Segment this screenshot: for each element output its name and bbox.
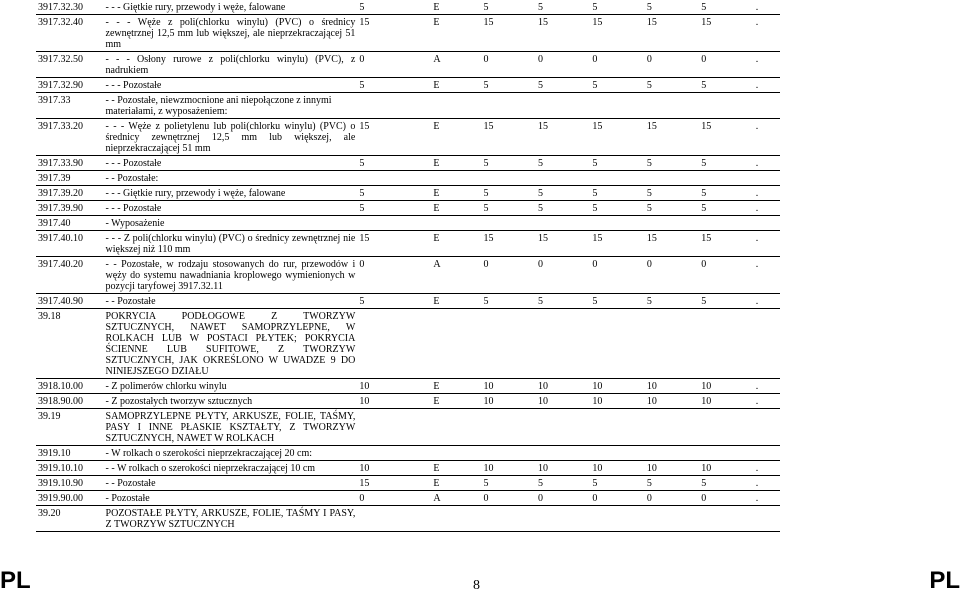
rate-terminator-cell: .: [754, 78, 780, 93]
table-row: [36, 506, 780, 532]
tariff-code-cell: 3917.39.90: [36, 201, 104, 216]
tariff-code-cell: 3919.10.90: [36, 476, 104, 491]
base-rate-cell: [357, 171, 431, 186]
table-row: [36, 119, 780, 156]
table-row: [36, 491, 780, 506]
base-rate-cell: [357, 309, 431, 379]
rate-year-3-cell: 10: [590, 379, 644, 394]
rate-year-5-cell: 10: [699, 394, 753, 409]
staging-category-cell: [431, 409, 481, 446]
rate-year-3-cell: [590, 171, 644, 186]
rate-year-4-cell: [645, 93, 699, 119]
rate-year-5-cell: 15: [699, 119, 753, 156]
rate-year-4-cell: [645, 171, 699, 186]
tariff-code-cell: 3917.33.20: [36, 119, 104, 156]
rate-year-2-cell: 0: [536, 491, 590, 506]
rate-year-2-cell: 10: [536, 461, 590, 476]
rate-terminator-cell: .: [754, 119, 780, 156]
rate-year-1-cell: [481, 171, 535, 186]
rate-year-2-cell: 5: [536, 201, 590, 216]
table-row: [36, 156, 780, 171]
rate-year-5-cell: 5: [699, 201, 753, 216]
rate-year-2-cell: 5: [536, 186, 590, 201]
staging-category-cell: A: [431, 52, 481, 78]
base-rate-cell: 5: [357, 156, 431, 171]
rate-year-1-cell: 10: [481, 461, 535, 476]
table-row: [36, 257, 780, 294]
rate-year-3-cell: 10: [590, 394, 644, 409]
tariff-code-cell: 39.18: [36, 309, 104, 379]
rate-year-4-cell: 5: [645, 0, 699, 15]
rate-year-4-cell: [645, 309, 699, 379]
description-cell: - - - Pozostałe: [104, 201, 358, 216]
base-rate-cell: 0: [357, 257, 431, 294]
staging-category-cell: E: [431, 186, 481, 201]
rate-terminator-cell: .: [754, 476, 780, 491]
rate-year-1-cell: [481, 309, 535, 379]
rate-year-5-cell: [699, 216, 753, 231]
footer-country-right: PL: [929, 567, 960, 594]
rate-year-1-cell: 15: [481, 231, 535, 257]
base-rate-cell: 15: [357, 231, 431, 257]
staging-category-cell: [431, 93, 481, 119]
table-row: [36, 93, 780, 119]
rate-terminator-cell: [754, 446, 780, 461]
rate-year-2-cell: [536, 93, 590, 119]
footer-country-left: PL: [0, 567, 31, 594]
rate-year-4-cell: 15: [645, 119, 699, 156]
rate-year-5-cell: 10: [699, 379, 753, 394]
tariff-code-cell: 3917.32.50: [36, 52, 104, 78]
table-row: [36, 309, 780, 379]
tariff-code-cell: 3917.39.20: [36, 186, 104, 201]
base-rate-cell: [357, 506, 431, 532]
rate-terminator-cell: .: [754, 0, 780, 15]
rate-terminator-cell: .: [754, 294, 780, 309]
tariff-code-cell: 3917.32.90: [36, 78, 104, 93]
table-row: [36, 409, 780, 446]
tariff-code-cell: 39.19: [36, 409, 104, 446]
staging-category-cell: E: [431, 0, 481, 15]
staging-category-cell: E: [431, 119, 481, 156]
tariff-code-cell: 3918.90.00: [36, 394, 104, 409]
staging-category-cell: E: [431, 156, 481, 171]
table-row: [36, 379, 780, 394]
description-cell: SAMOPRZYLEPNE PŁYTY, ARKUSZE, FOLIE, TAŚMY, PASY I INNE PŁASKIE KSZTAŁTY, Z TWORZYW SZTUCZNYCH, NAWET W ROLKACH: [104, 409, 358, 446]
rate-year-5-cell: [699, 171, 753, 186]
staging-category-cell: E: [431, 379, 481, 394]
rate-year-3-cell: 5: [590, 201, 644, 216]
staging-category-cell: E: [431, 294, 481, 309]
table-row: [36, 476, 780, 491]
rate-year-4-cell: [645, 446, 699, 461]
rate-year-1-cell: 5: [481, 201, 535, 216]
rate-year-5-cell: 5: [699, 294, 753, 309]
rate-year-3-cell: [590, 216, 644, 231]
rate-year-3-cell: 15: [590, 15, 644, 52]
staging-category-cell: [431, 446, 481, 461]
tariff-code-cell: 3917.40.90: [36, 294, 104, 309]
rate-year-5-cell: [699, 446, 753, 461]
rate-year-4-cell: 15: [645, 231, 699, 257]
base-rate-cell: 0: [357, 52, 431, 78]
rate-year-2-cell: 5: [536, 78, 590, 93]
rate-terminator-cell: .: [754, 186, 780, 201]
base-rate-cell: [357, 216, 431, 231]
tariff-code-cell: 3917.40.20: [36, 257, 104, 294]
rate-year-4-cell: 0: [645, 257, 699, 294]
rate-year-2-cell: [536, 409, 590, 446]
base-rate-cell: 15: [357, 15, 431, 52]
table-row: [36, 446, 780, 461]
table-row: [36, 171, 780, 186]
rate-year-5-cell: 0: [699, 52, 753, 78]
rate-year-5-cell: 5: [699, 0, 753, 15]
table-row: [36, 201, 780, 216]
rate-terminator-cell: .: [754, 231, 780, 257]
rate-year-2-cell: 10: [536, 394, 590, 409]
rate-year-1-cell: 5: [481, 78, 535, 93]
tariff-code-cell: 3917.33.90: [36, 156, 104, 171]
rate-year-1-cell: 15: [481, 119, 535, 156]
description-cell: - Z polimerów chlorku winylu: [104, 379, 358, 394]
description-cell: - - - Pozostałe: [104, 78, 358, 93]
description-cell: - Pozostałe: [104, 491, 358, 506]
rate-year-2-cell: [536, 446, 590, 461]
rate-year-4-cell: 10: [645, 461, 699, 476]
staging-category-cell: E: [431, 78, 481, 93]
base-rate-cell: 5: [357, 0, 431, 15]
tariff-table-body: [36, 0, 780, 532]
tariff-code-cell: 3917.32.30: [36, 0, 104, 15]
rate-year-2-cell: [536, 309, 590, 379]
table-row: [36, 231, 780, 257]
rate-year-1-cell: 5: [481, 186, 535, 201]
rate-year-4-cell: 5: [645, 78, 699, 93]
rate-year-3-cell: 5: [590, 294, 644, 309]
rate-year-5-cell: 5: [699, 78, 753, 93]
rate-year-2-cell: 15: [536, 15, 590, 52]
rate-year-5-cell: 5: [699, 186, 753, 201]
description-cell: - - - Osłony rurowe z poli(chlorku winylu) (PVC), z nadrukiem: [104, 52, 358, 78]
staging-category-cell: [431, 171, 481, 186]
rate-terminator-cell: [754, 409, 780, 446]
rate-year-3-cell: 0: [590, 52, 644, 78]
description-cell: - - - Węże z poli(chlorku winylu) (PVC) o średnicy zewnętrznej 12,5 mm lub większej, ale nieprzekraczającej 51 mm: [104, 15, 358, 52]
tariff-code-cell: 3919.10: [36, 446, 104, 461]
tariff-code-cell: 3917.33: [36, 93, 104, 119]
rate-year-4-cell: 5: [645, 294, 699, 309]
table-row: [36, 0, 780, 15]
staging-category-cell: [431, 506, 481, 532]
rate-year-3-cell: 5: [590, 0, 644, 15]
description-cell: - - Pozostałe: [104, 294, 358, 309]
rate-terminator-cell: .: [754, 379, 780, 394]
rate-year-1-cell: 5: [481, 156, 535, 171]
rate-year-4-cell: 10: [645, 394, 699, 409]
rate-year-1-cell: [481, 216, 535, 231]
description-cell: - - - Giętkie rury, przewody i węże, falowane: [104, 0, 358, 15]
rate-year-4-cell: 5: [645, 476, 699, 491]
base-rate-cell: [357, 446, 431, 461]
rate-year-5-cell: 0: [699, 257, 753, 294]
rate-year-2-cell: 15: [536, 119, 590, 156]
base-rate-cell: [357, 409, 431, 446]
tariff-code-cell: 3917.40.10: [36, 231, 104, 257]
description-cell: - - - Pozostałe: [104, 156, 358, 171]
base-rate-cell: 15: [357, 476, 431, 491]
rate-year-2-cell: 5: [536, 294, 590, 309]
rate-year-1-cell: 5: [481, 294, 535, 309]
staging-category-cell: [431, 216, 481, 231]
rate-year-1-cell: 10: [481, 394, 535, 409]
rate-year-1-cell: 0: [481, 52, 535, 78]
rate-year-4-cell: 0: [645, 52, 699, 78]
rate-year-3-cell: 5: [590, 156, 644, 171]
rate-year-5-cell: 5: [699, 156, 753, 171]
base-rate-cell: 10: [357, 379, 431, 394]
table-row: [36, 15, 780, 52]
rate-terminator-cell: .: [754, 52, 780, 78]
rate-year-2-cell: 5: [536, 476, 590, 491]
base-rate-cell: [357, 93, 431, 119]
rate-year-2-cell: 5: [536, 0, 590, 15]
rate-year-4-cell: 15: [645, 15, 699, 52]
rate-terminator-cell: [754, 506, 780, 532]
base-rate-cell: 10: [357, 394, 431, 409]
rate-terminator-cell: .: [754, 394, 780, 409]
rate-year-1-cell: 0: [481, 491, 535, 506]
base-rate-cell: 0: [357, 491, 431, 506]
rate-terminator-cell: .: [754, 156, 780, 171]
table-row: [36, 52, 780, 78]
base-rate-cell: 5: [357, 294, 431, 309]
rate-year-3-cell: 10: [590, 461, 644, 476]
staging-category-cell: E: [431, 15, 481, 52]
rate-year-2-cell: 0: [536, 257, 590, 294]
rate-year-3-cell: [590, 93, 644, 119]
rate-year-1-cell: [481, 93, 535, 119]
tariff-code-cell: 3917.40: [36, 216, 104, 231]
description-cell: - - W rolkach o szerokości nieprzekraczającej 10 cm: [104, 461, 358, 476]
description-cell: - - - Węże z polietylenu lub poli(chlorku winylu) (PVC) o średnicy zewnętrznej 12,5 mm lub większej, ale nieprzekraczającej 51 mm: [104, 119, 358, 156]
rate-year-5-cell: 15: [699, 231, 753, 257]
rate-year-3-cell: 0: [590, 491, 644, 506]
rate-year-5-cell: [699, 93, 753, 119]
rate-year-3-cell: [590, 506, 644, 532]
description-cell: POKRYCIA PODŁOGOWE Z TWORZYW SZTUCZNYCH, NAWET SAMOPRZYLEPNE, W ROLKACH LUB W POSTACI PŁYTEK; POKRYCIA ŚCIENNE LUB SUFITOWE, Z TWORZYW SZTUCZNYCH, JAK OKREŚLONO W UWADZE 9 DO NINIEJSZEGO DZIAŁU: [104, 309, 358, 379]
rate-year-3-cell: 0: [590, 257, 644, 294]
rate-year-2-cell: 10: [536, 379, 590, 394]
rate-year-5-cell: 10: [699, 461, 753, 476]
rate-year-1-cell: 15: [481, 15, 535, 52]
table-row: [36, 394, 780, 409]
description-cell: - Z pozostałych tworzyw sztucznych: [104, 394, 358, 409]
tariff-code-cell: 3918.10.00: [36, 379, 104, 394]
footer-page-number: 8: [473, 578, 480, 593]
description-cell: - Wyposażenie: [104, 216, 358, 231]
rate-year-2-cell: [536, 171, 590, 186]
rate-terminator-cell: .: [754, 461, 780, 476]
staging-category-cell: E: [431, 461, 481, 476]
rate-year-1-cell: 10: [481, 379, 535, 394]
rate-year-4-cell: 10: [645, 379, 699, 394]
rate-year-1-cell: [481, 409, 535, 446]
base-rate-cell: 5: [357, 201, 431, 216]
rate-year-1-cell: [481, 446, 535, 461]
rate-year-5-cell: 5: [699, 476, 753, 491]
rate-terminator-cell: [754, 216, 780, 231]
rate-year-3-cell: 15: [590, 119, 644, 156]
rate-year-2-cell: 5: [536, 156, 590, 171]
staging-category-cell: E: [431, 231, 481, 257]
rate-year-4-cell: 5: [645, 186, 699, 201]
rate-terminator-cell: [754, 171, 780, 186]
rate-year-3-cell: 15: [590, 231, 644, 257]
rate-year-2-cell: [536, 216, 590, 231]
description-cell: POZOSTAŁE PŁYTY, ARKUSZE, FOLIE, TAŚMY I PASY, Z TWORZYW SZTUCZNYCH: [104, 506, 358, 532]
rate-year-3-cell: 5: [590, 78, 644, 93]
rate-year-4-cell: [645, 506, 699, 532]
description-cell: - - Pozostałe, w rodzaju stosowanych do rur, przewodów i węży do systemu nawadniania kroplowego wymienionych w pozycji taryfowej 3917.32.11: [104, 257, 358, 294]
rate-terminator-cell: [754, 309, 780, 379]
rate-year-4-cell: 5: [645, 156, 699, 171]
staging-category-cell: E: [431, 476, 481, 491]
rate-year-1-cell: 5: [481, 0, 535, 15]
rate-year-4-cell: [645, 409, 699, 446]
description-cell: - - Pozostałe: [104, 476, 358, 491]
rate-year-5-cell: 15: [699, 15, 753, 52]
description-cell: - W rolkach o szerokości nieprzekraczającej 20 cm:: [104, 446, 358, 461]
tariff-code-cell: 3917.32.40: [36, 15, 104, 52]
rate-year-3-cell: 5: [590, 186, 644, 201]
tariff-code-cell: 3919.90.00: [36, 491, 104, 506]
base-rate-cell: 5: [357, 186, 431, 201]
description-cell: - - - Giętkie rury, przewody i węże, falowane: [104, 186, 358, 201]
rate-year-2-cell: 15: [536, 231, 590, 257]
rate-terminator-cell: .: [754, 257, 780, 294]
rate-year-4-cell: 0: [645, 491, 699, 506]
rate-year-5-cell: [699, 506, 753, 532]
rate-year-5-cell: 0: [699, 491, 753, 506]
rate-year-4-cell: 5: [645, 201, 699, 216]
base-rate-cell: 10: [357, 461, 431, 476]
table-row: [36, 216, 780, 231]
table-row: [36, 78, 780, 93]
rate-year-2-cell: 0: [536, 52, 590, 78]
rate-terminator-cell: [754, 93, 780, 119]
base-rate-cell: 15: [357, 119, 431, 156]
rate-year-3-cell: [590, 409, 644, 446]
description-cell: - - Pozostałe:: [104, 171, 358, 186]
rate-year-5-cell: [699, 409, 753, 446]
rate-year-1-cell: 0: [481, 257, 535, 294]
staging-category-cell: E: [431, 201, 481, 216]
base-rate-cell: 5: [357, 78, 431, 93]
staging-category-cell: A: [431, 257, 481, 294]
description-cell: - - - Z poli(chlorku winylu) (PVC) o średnicy zewnętrznej nie większej niż 110 mm: [104, 231, 358, 257]
table-row: [36, 294, 780, 309]
rate-year-5-cell: [699, 309, 753, 379]
tariff-code-cell: 39.20: [36, 506, 104, 532]
rate-terminator-cell: .: [754, 201, 780, 216]
rate-terminator-cell: .: [754, 15, 780, 52]
tariff-code-cell: 3919.10.10: [36, 461, 104, 476]
rate-year-3-cell: 5: [590, 476, 644, 491]
staging-category-cell: [431, 309, 481, 379]
rate-year-3-cell: [590, 309, 644, 379]
rate-terminator-cell: .: [754, 491, 780, 506]
staging-category-cell: A: [431, 491, 481, 506]
table-row: [36, 461, 780, 476]
table-row: [36, 186, 780, 201]
tariff-table: [36, 0, 780, 532]
staging-category-cell: E: [431, 394, 481, 409]
rate-year-1-cell: 5: [481, 476, 535, 491]
description-cell: - - Pozostałe, niewzmocnione ani niepołączone z innymi materiałami, z wyposażeniem:: [104, 93, 358, 119]
tariff-code-cell: 3917.39: [36, 171, 104, 186]
rate-year-4-cell: [645, 216, 699, 231]
rate-year-3-cell: [590, 446, 644, 461]
rate-year-1-cell: [481, 506, 535, 532]
rate-year-2-cell: [536, 506, 590, 532]
